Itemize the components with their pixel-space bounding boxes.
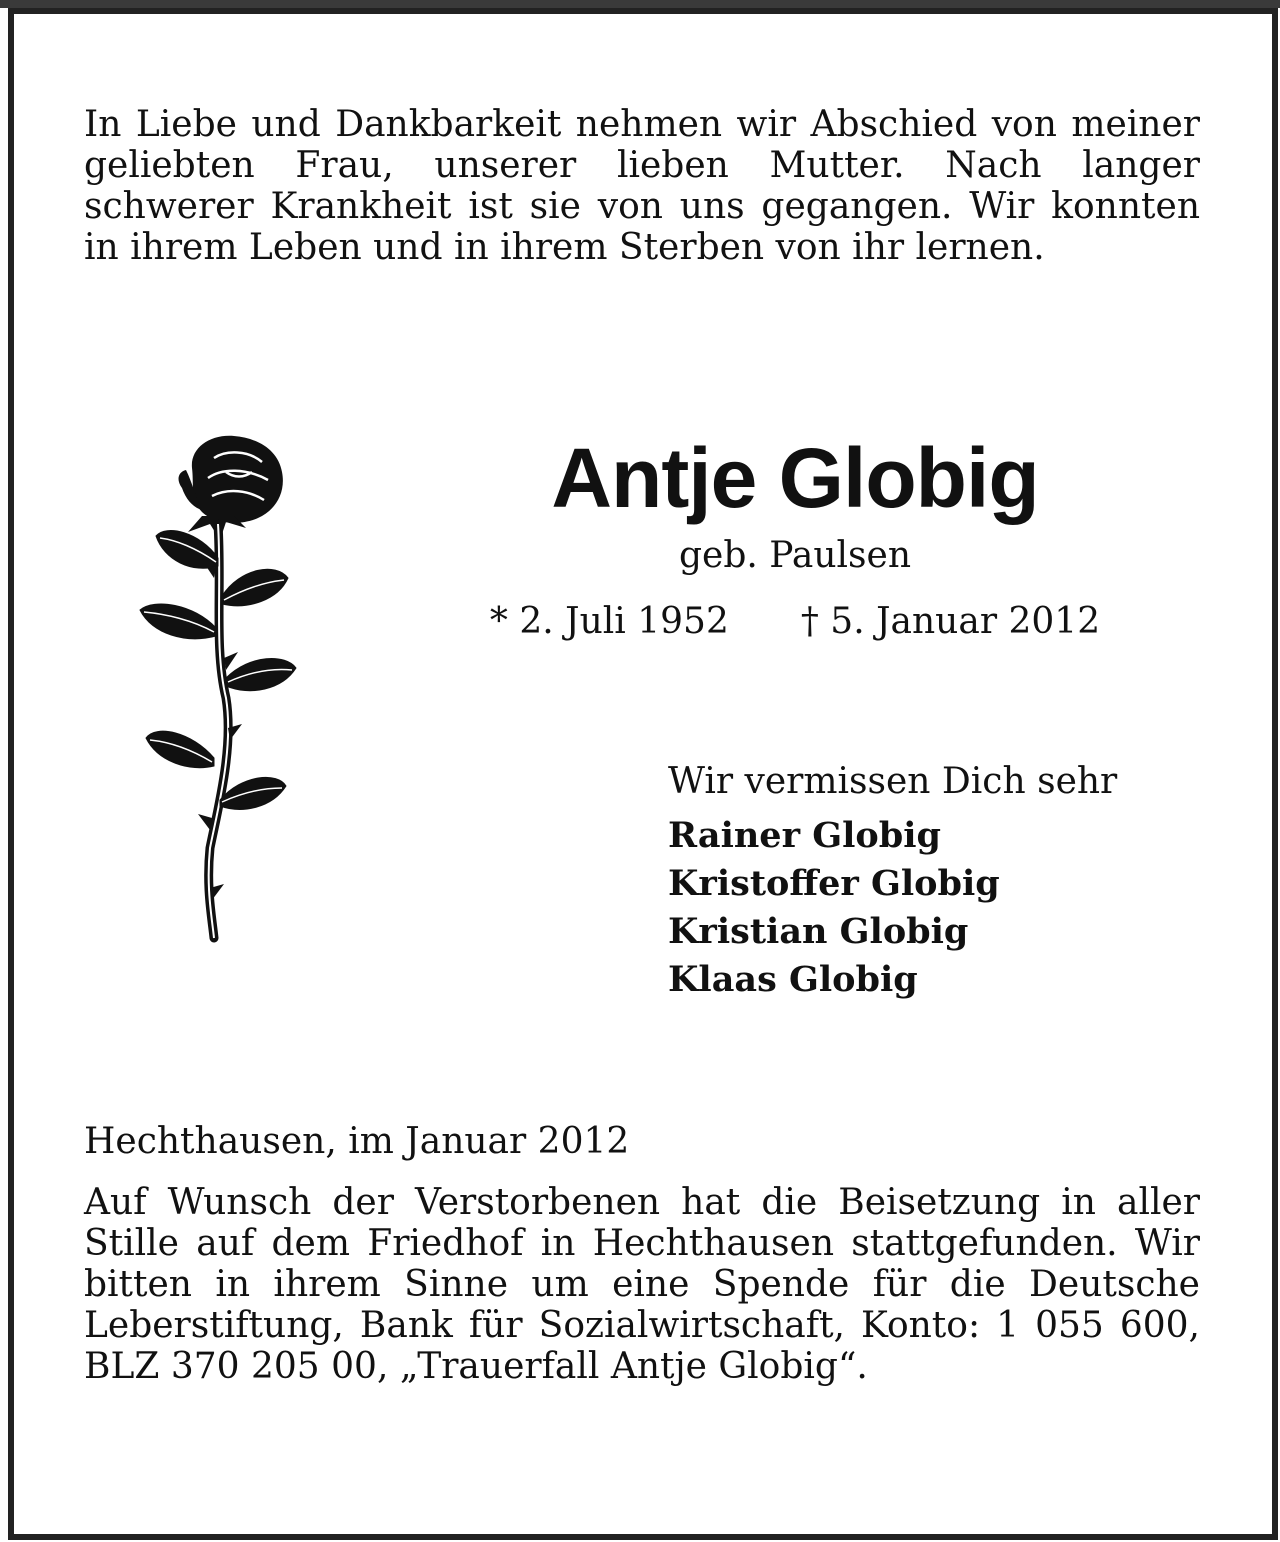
deceased-name: Antje Globig [551, 431, 1039, 525]
intro-text: In Liebe und Dankbarkeit nehmen wir Abschied von meiner geliebten Frau, unserer lieben Mutter. Nach langer schwerer Krankheit ist sie von uns gegangen. Wir konnten in ihrem Leben und in ihrem Sterben von ihr lernen. [84, 104, 1200, 268]
mourner-name: Kristoffer Globig [668, 863, 1000, 904]
place-date: Hechthausen, im Januar 2012 [84, 1121, 630, 1162]
life-dates [460, 600, 1130, 644]
closing-text: Auf Wunsch der Verstorbenen hat die Beisetzung in aller Stille auf dem Friedhof in Hechthausen stattgefunden. Wir bitten in ihrem Sinne um eine Spende für die Deutsche Leberstiftung, Bank für Sozialwirtschaft, Konto: 1 055 600, BLZ 370 205 00, „Trauerfall Antje Globig“. [84, 1182, 1200, 1387]
mourners-heading: Wir vermissen Dich sehr [668, 761, 1118, 802]
birth-date: * 2. Juli 1952 [489, 601, 729, 642]
death-date: † 5. Januar 2012 [800, 601, 1101, 642]
mourner-name: Klaas Globig [668, 959, 918, 1000]
mourner-name: Kristian Globig [668, 911, 969, 952]
birth-name: geb. Paulsen [678, 535, 911, 576]
mourners-block [668, 760, 1208, 1004]
mourner-name: Rainer Globig [668, 815, 941, 856]
rose-icon [130, 428, 310, 948]
top-edge-bar [0, 0, 1280, 8]
deceased-block [460, 430, 1130, 644]
